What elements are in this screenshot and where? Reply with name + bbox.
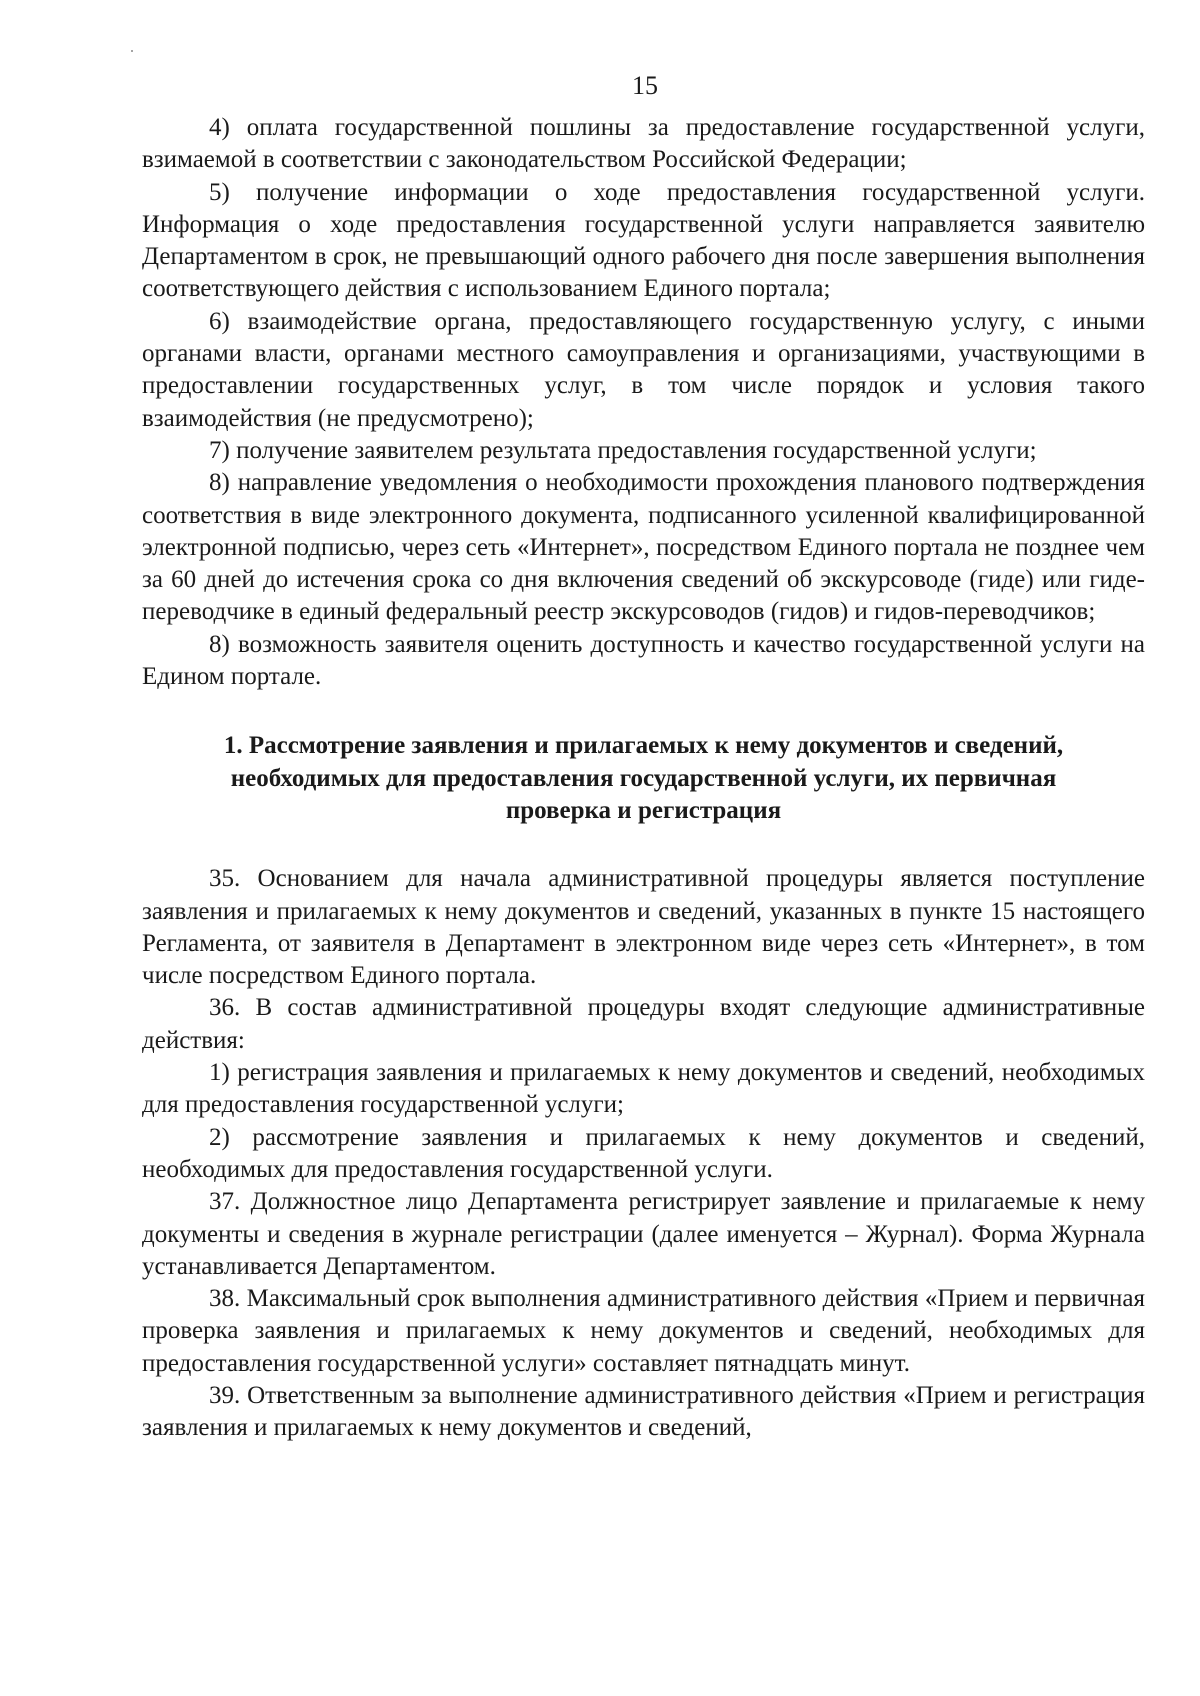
paragraph-clause-39: 39. Ответственным за выполнение административного действия «Прием и регистрация заявления и прилагаемых к нему документов и сведений, bbox=[142, 1381, 1145, 1442]
paragraph-item-7-result: 7) получение заявителем результата предоставления государственной услуги; bbox=[209, 436, 1037, 464]
paragraph-clause-36-item-2: 2) рассмотрение заявления и прилагаемых к нему документов и сведений, необходимых для предоставления государственной услуги. bbox=[142, 1123, 1145, 1183]
paragraph-item-5-info: 5) получение информации о ходе предоставления государственной услуги. Информация о ходе предоставления государственной услуги направляется заявителю Департаментом в срок, не превышающий одного рабочего дня после завершения выполнения соответствующего действия с использованием Единого портала; bbox=[142, 178, 1145, 303]
page-number: 15 bbox=[632, 71, 658, 100]
section-heading-line-1: 1. Рассмотрение заявления и прилагаемых к нему документов и сведений, bbox=[223, 732, 1064, 760]
section-heading-line-2: необходимых для предоставления государственной услуги, их первичная bbox=[230, 764, 1057, 792]
paragraph-item-8-evaluation: 8) возможность заявителя оценить доступность и качество государственной услуги на Едином портале. bbox=[142, 630, 1145, 691]
scan-speck bbox=[131, 50, 133, 52]
section-heading bbox=[142, 730, 1145, 827]
paragraph-clause-38: 38. Максимальный срок выполнения административного действия «Прием и первичная проверка заявления и прилагаемых к нему документов и сведений, необходимых для предоставления государственной услуги» составляет пятнадцать минут. bbox=[142, 1285, 1145, 1377]
paragraph-clause-37: 37. Должностное лицо Департамента регистрирует заявление и прилагаемые к нему документы и сведения в журнале регистрации (далее именуется – Журнал). Форма Журнала устанавливается Департаментом. bbox=[142, 1188, 1145, 1280]
paragraph-clause-36: 36. В состав административной процедуры входят следующие административные действия: bbox=[142, 994, 1145, 1054]
section-heading-line-3: проверка и регистрация bbox=[505, 796, 782, 824]
document-body bbox=[142, 112, 1145, 1445]
paragraph-clause-35: 35. Основанием для начала административной процедуры является поступление заявления и прилагаемых к нему документов и сведений, указанных в пункте 15 настоящего Регламента, от заявителя в Департамент в электронном виде через сеть «Интернет», в том числе посредством Единого портала. bbox=[142, 865, 1145, 990]
paragraph-item-6-interaction: 6) взаимодействие органа, предоставляющего государственную услугу, с иными органами власти, органами местного самоуправления и организациями, участвующими в предоставлении государственных услуг, в том числе порядок и условия такого взаимодействия (не предусмотрено); bbox=[142, 307, 1145, 432]
paragraph-item-4-fee: 4) оплата государственной пошлины за предоставление государственной услуги, взимаемой в соответствии с законодательством Российской Федерации; bbox=[142, 114, 1145, 174]
paragraph-item-8-notification: 8) направление уведомления о необходимости прохождения планового подтверждения соответствия в виде электронного документа, подписанного усиленной квалифицированной электронной подписью, через сеть «Интернет», посредством Единого портала не позднее чем за 60 дней до истечения срока со дня включения сведений об экскурсоводе (гиде) или гиде-переводчике в единый федеральный реестр экскурсоводов (гидов) и гидов-переводчиков; bbox=[142, 469, 1145, 626]
paragraph-clause-36-item-1: 1) регистрация заявления и прилагаемых к нему документов и сведений, необходимых для предоставления государственной услуги; bbox=[142, 1059, 1145, 1119]
